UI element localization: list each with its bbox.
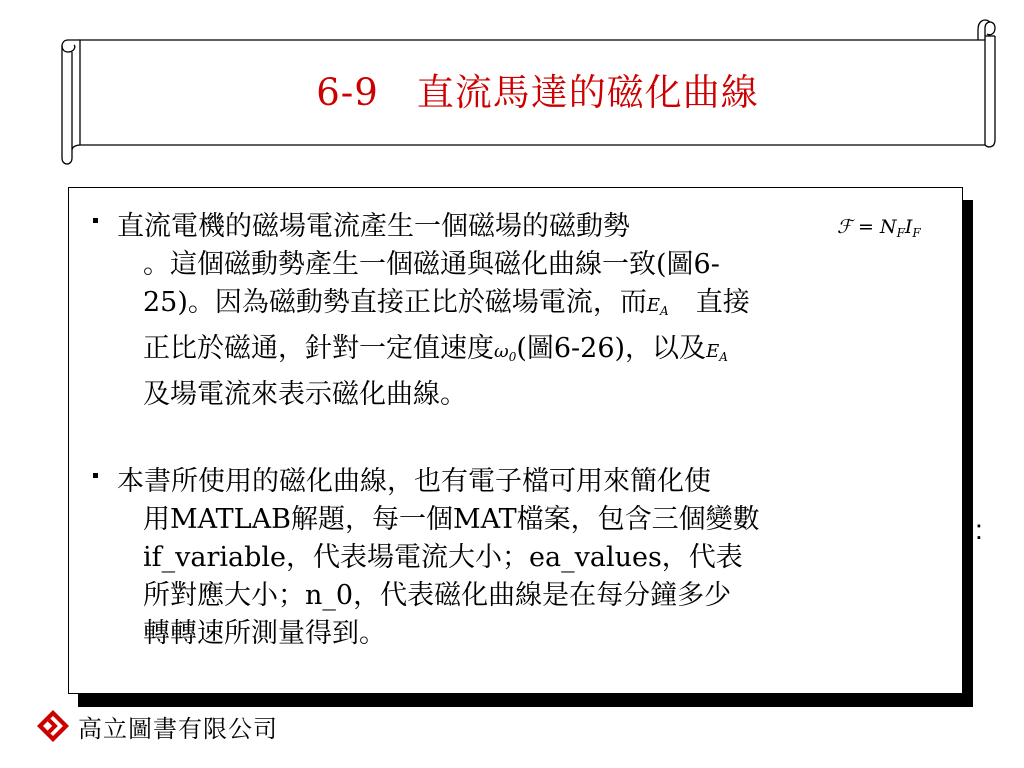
publisher-logo	[36, 709, 278, 743]
mmf-formula: ℱ = $N_FI_F$	[837, 216, 921, 240]
bullet2-line3: if_variable，代表場電流大小；ea_values，代表	[143, 542, 743, 573]
bullet2-line4: 所對應大小；n_0，代表磁化曲線是在每分鐘多少	[143, 580, 732, 611]
publisher-name: 高立圖書有限公司	[78, 714, 278, 743]
bullet-marker	[93, 473, 98, 478]
ea-symbol: $E_A$	[646, 295, 669, 318]
bullet2-line2: 用MATLAB解題，每一個MAT檔案，包含三個變數	[143, 504, 760, 535]
bullet1-line5: 及場電流來表示磁化曲線。	[143, 379, 467, 410]
slide-title: 6-9 直流馬達的磁化曲線	[316, 71, 759, 114]
content-panel	[68, 187, 963, 694]
omega-symbol: $\omega_0$	[494, 341, 517, 364]
ea-symbol-2: $E_A$	[706, 341, 728, 364]
bullet1-line1: 直流電機的磁場電流產生一個磁場的磁動勢	[117, 211, 630, 242]
bullet1-line3: 25)。因為磁動勢直接正比於磁場電流，而$E_A$ 直接	[143, 287, 750, 318]
bullet-magnetization-intro	[93, 208, 953, 414]
diamond-arrow-logo-icon	[36, 709, 70, 743]
overflow-colon: :	[975, 514, 983, 545]
bullet2-line1: 本書所使用的磁化曲線，也有電子檔可用來簡化使	[117, 466, 711, 497]
bullet2-line5: 轉轉速所測量得到。	[143, 618, 386, 649]
bullet-matlab-files	[93, 463, 953, 653]
bullet-marker	[93, 218, 98, 223]
bullet1-line2: 。這個磁動勢產生一個磁通與磁化曲線一致(圖6-	[143, 249, 720, 280]
bullet1-line4: 正比於磁通，針對一定值速度$\omega_0$(圖6-26)，以及$E_A$	[143, 333, 728, 364]
